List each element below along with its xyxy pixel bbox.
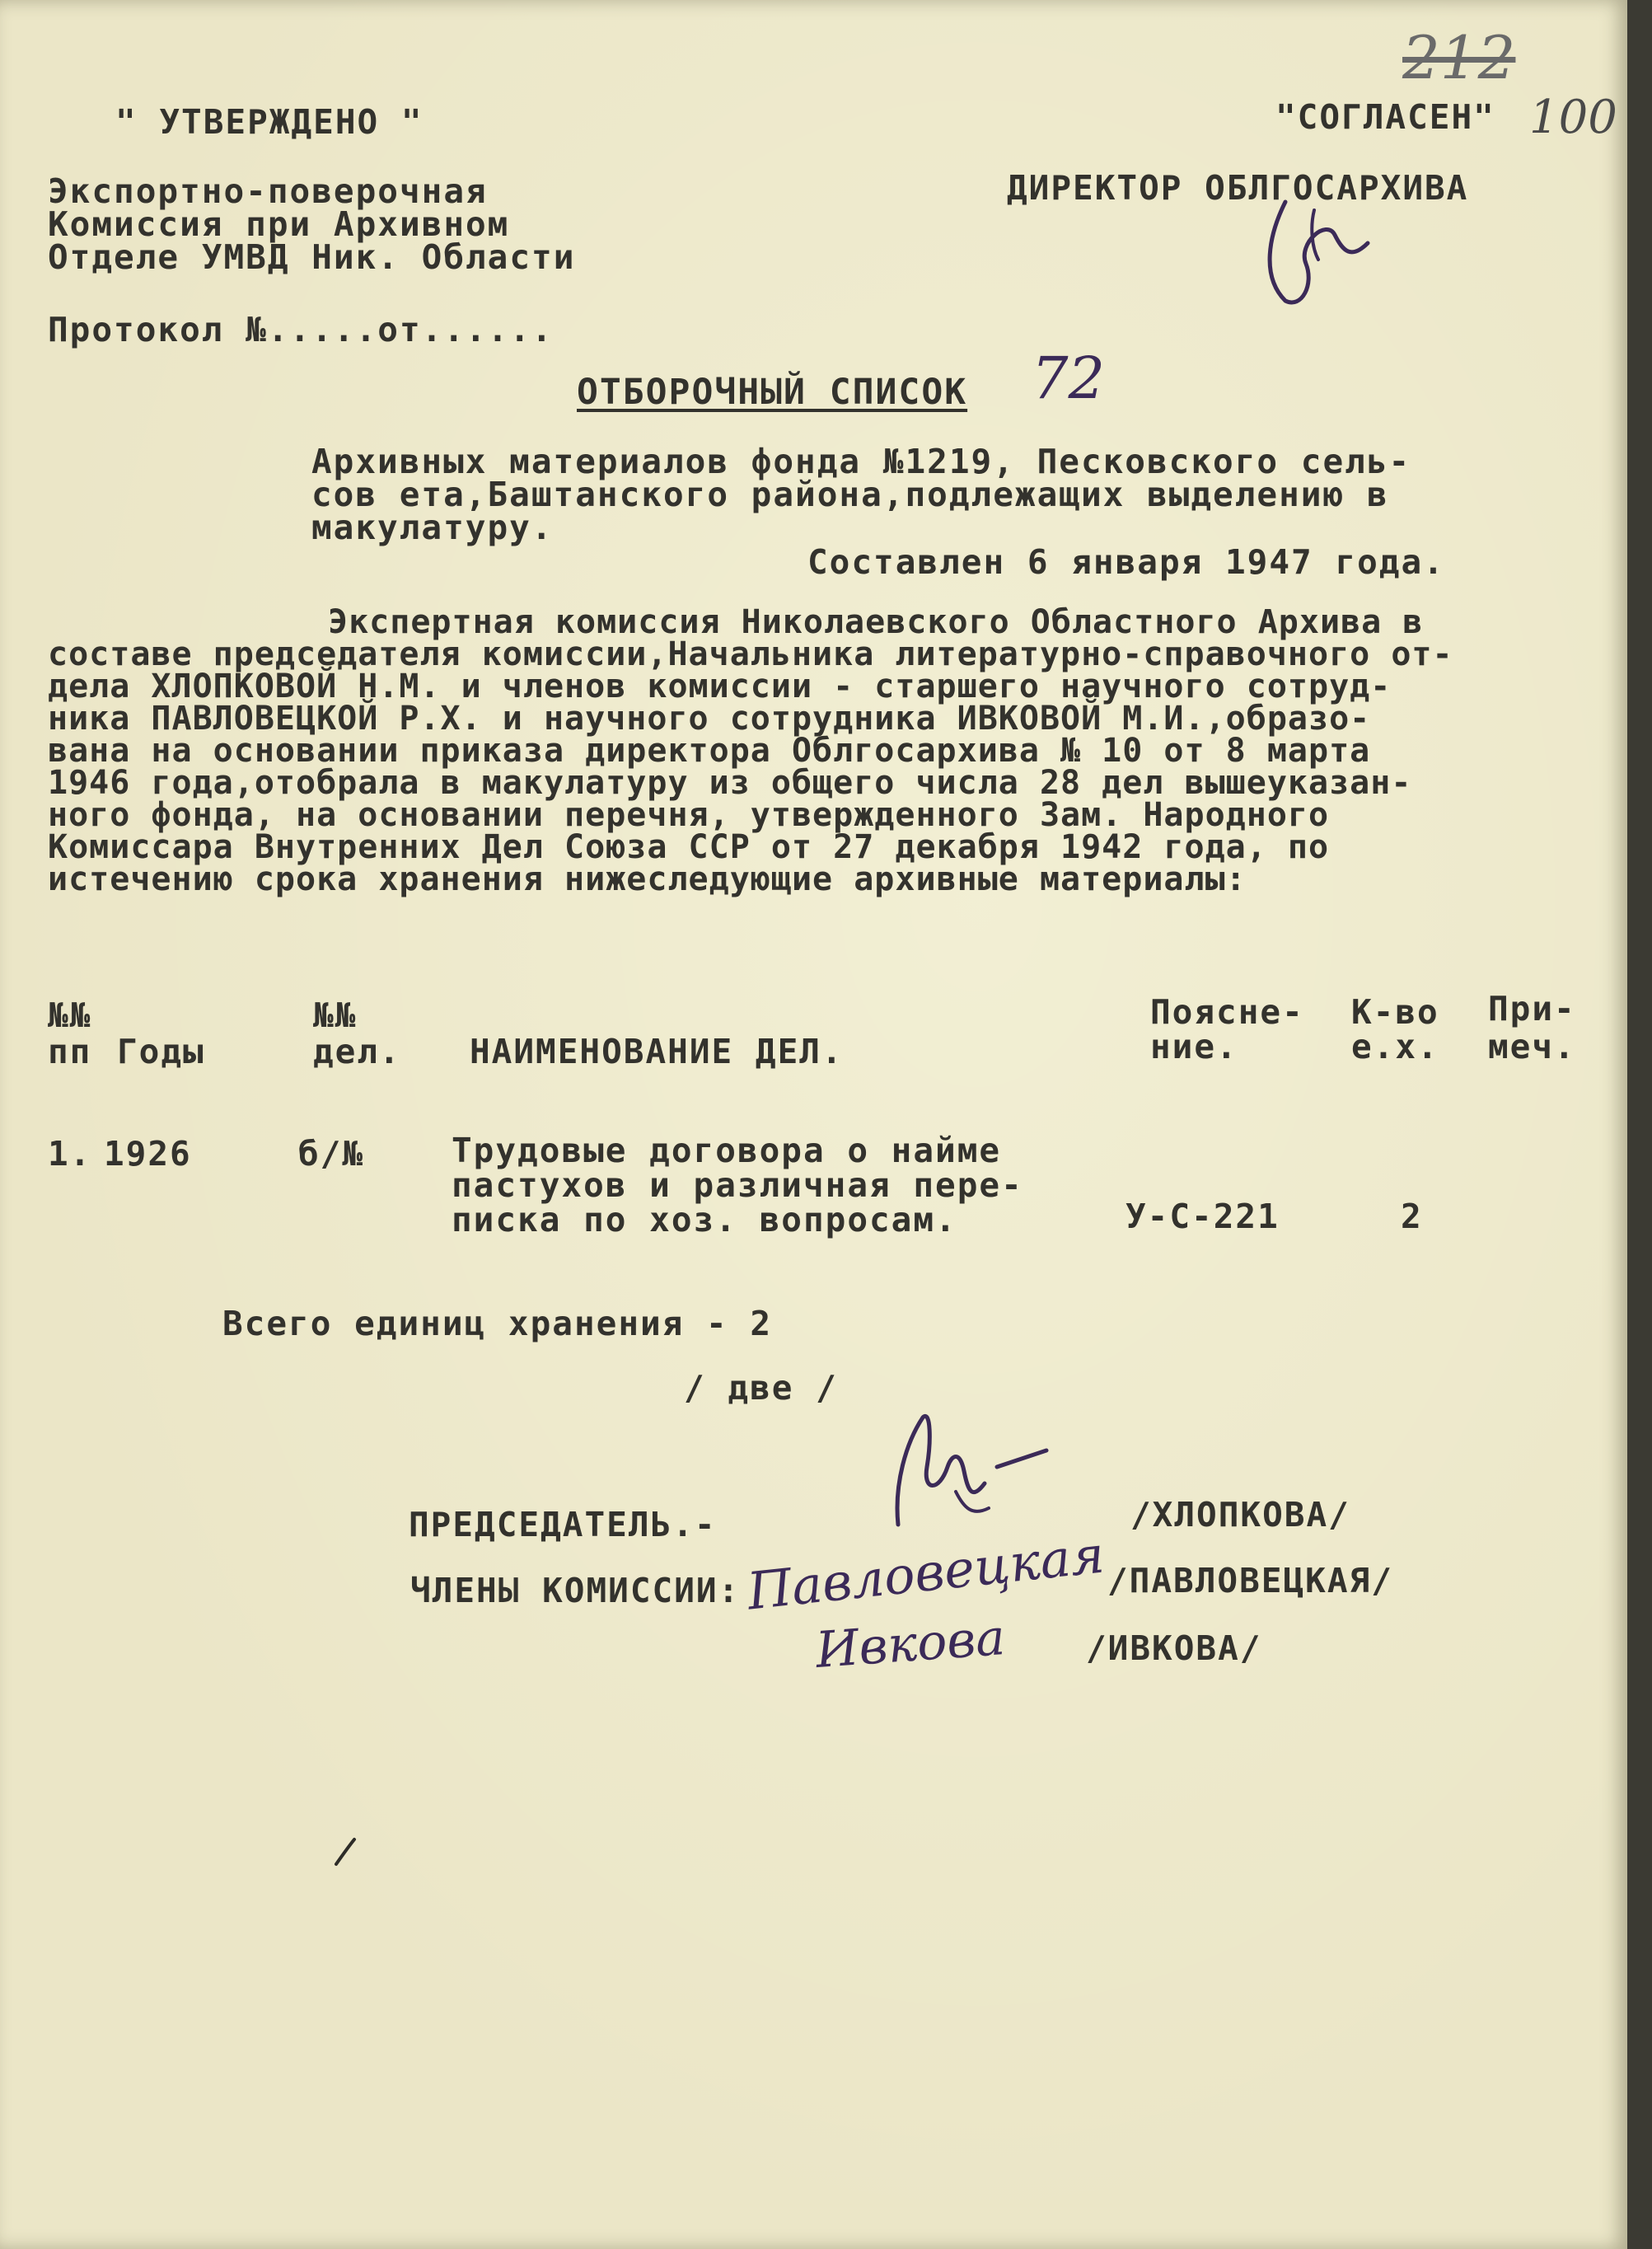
header-qty-bottom: е.х. xyxy=(1351,1027,1439,1066)
date-line: Составлен 6 января 1947 года. xyxy=(807,542,1445,582)
chairman-name: /ХЛОПКОВА/ xyxy=(1130,1495,1350,1534)
member2-signature: Ивкова xyxy=(813,1609,1008,1680)
header-case-bottom: дел. xyxy=(313,1032,401,1071)
director-title: ДИРЕКТОР ОБЛГОСАРХИВА xyxy=(1007,168,1469,208)
body-line: истечению срока хранения нижеследующие архивные материалы: xyxy=(48,860,1247,898)
commission-line-3: Отделе УМВД Ник. Области xyxy=(48,237,576,277)
header-note-bottom: ние. xyxy=(1150,1027,1238,1066)
body-line: дела ХЛОПКОВОЙ Н.М. и членов комиссии - старшего научного сотруд- xyxy=(48,668,1392,705)
body-line: составе председателя комиссии,Начальника литературно-справочного от- xyxy=(48,635,1453,673)
body-line: Экспертная комиссия Николаевского Областного Архива в xyxy=(328,603,1424,641)
stray-mark xyxy=(330,1836,363,1869)
sheet-number-old: 212 xyxy=(1402,23,1516,92)
subtitle-line-3: макулатуру. xyxy=(311,508,554,547)
body-line: вана на основании приказа директора Облгосархива № 10 от 8 марта xyxy=(48,732,1371,770)
header-num-top: №№ xyxy=(48,996,92,1035)
body-line: ного фонда, на основании перечня, утвержденного Зам. Народного xyxy=(48,796,1330,834)
agreed-stamp: "СОГЛАСЕН" xyxy=(1275,97,1495,137)
header-name: НАИМЕНОВАНИЕ ДЕЛ. xyxy=(470,1032,844,1071)
subtitle-line-2: сов ета,Баштанского района,подлежащих выделению в xyxy=(311,475,1389,514)
document-title: ОТБОРОЧНЫЙ СПИСОК xyxy=(577,372,968,413)
header-remark-bottom: меч. xyxy=(1488,1027,1576,1066)
row-note: У-С-221 xyxy=(1126,1197,1280,1236)
header-remark-top: При- xyxy=(1488,989,1576,1028)
row-name-line-3: писка по хоз. вопросам. xyxy=(452,1200,957,1239)
member1-name: /ПАВЛОВЕЦКАЯ/ xyxy=(1107,1561,1393,1600)
row-name-line-2: пастухов и различная пере- xyxy=(452,1165,1023,1205)
header-num-bottom: пп xyxy=(48,1032,92,1071)
header-qty-top: К-во xyxy=(1351,992,1439,1032)
list-number: 72 xyxy=(1032,344,1106,412)
body-line: ника ПАВЛОВЕЦКОЙ Р.Х. и научного сотрудника ИВКОВОЙ М.И.,образо- xyxy=(48,700,1371,738)
approved-stamp: " УТВЕРЖДЕНО " xyxy=(115,102,424,142)
header-note-top: Поясне- xyxy=(1150,992,1304,1032)
subtitle-line-1: Архивных материалов фонда №1219, Песковского сель- xyxy=(311,442,1411,481)
row-case: б/№ xyxy=(298,1134,365,1174)
total-words: / две / xyxy=(684,1368,838,1408)
commission-line-1: Экспортно-поверочная xyxy=(48,171,488,211)
members-label: ЧЛЕНЫ КОМИССИИ: xyxy=(410,1571,741,1610)
row-name-line-1: Трудовые договора о найме xyxy=(452,1131,1002,1170)
body-line: 1946 года,отобрала в макулатуру из общего числа 28 дел вышеуказан- xyxy=(48,764,1412,802)
body-line: Комиссара Внутренних Дел Союза ССР от 27 декабря 1942 года, по xyxy=(48,828,1330,866)
header-case-top: №№ xyxy=(313,996,358,1035)
member2-name: /ИВКОВА/ xyxy=(1086,1628,1262,1668)
commission-line-2: Комиссия при Архивном xyxy=(48,204,510,244)
row-year: 1926 xyxy=(104,1134,192,1174)
row-num: 1. xyxy=(48,1134,92,1174)
chairman-signature xyxy=(849,1393,1055,1541)
member1-signature: Павловецкая xyxy=(744,1524,1107,1622)
total-units: Всего единиц хранения - 2 xyxy=(222,1304,773,1343)
sheet-number: 100 xyxy=(1529,91,1617,144)
chairman-label: ПРЕДСЕДАТЕЛЬ.- xyxy=(409,1505,717,1544)
protocol-line: Протокол №.....от...... xyxy=(48,310,554,349)
body-paragraph xyxy=(48,603,1547,898)
row-qty: 2 xyxy=(1401,1197,1423,1236)
header-years: Годы xyxy=(117,1032,205,1071)
director-signature xyxy=(1236,185,1401,317)
